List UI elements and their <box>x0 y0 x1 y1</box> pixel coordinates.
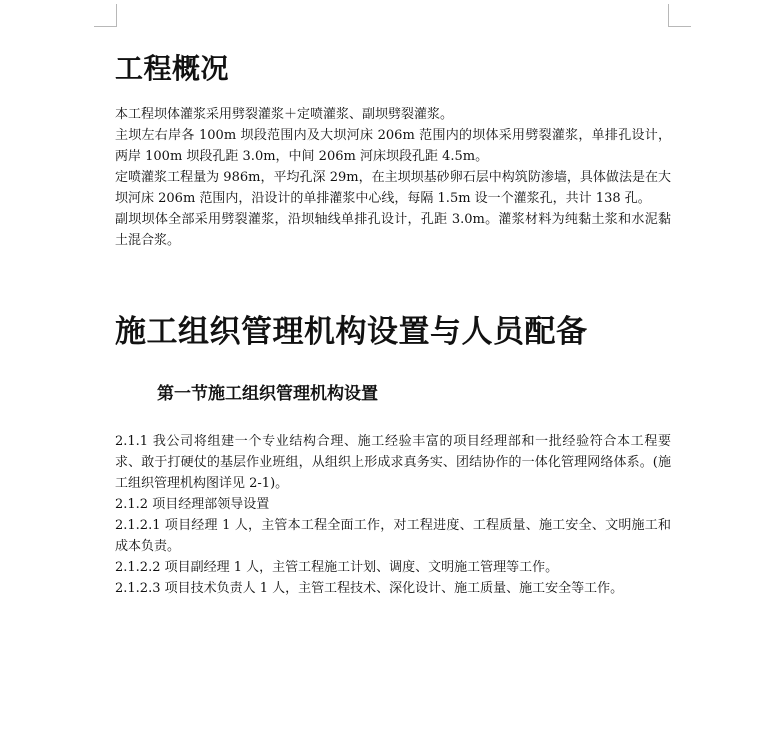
body-paragraph: 主坝左右岸各 100m 坝段范围内及大坝河床 206m 范围内的坝体采用劈裂灌浆，单排孔设计，两岸 100m 坝段孔距 3.0m，中间 206m 河床坝段孔距 4.5m。 <box>115 128 671 164</box>
page-corner-mark-top-right <box>668 4 691 27</box>
project-overview-body <box>115 104 671 251</box>
body-paragraph: 副坝坝体全部采用劈裂灌浆，沿坝轴线单排孔设计，孔距 3.0m。灌浆材料为纯黏土浆和水泥黏土混合浆。 <box>115 212 671 248</box>
body-paragraph: 2.1.2.1 项目经理 1 人，主管本工程全面工作，对工程进度、工程质量、施工安全、文明施工和成本负责。 <box>115 518 671 554</box>
body-paragraph: 2.1.2 项目经理部领导设置 <box>115 497 270 512</box>
subsection-heading: 第一节施工组织管理机构设置 <box>157 384 378 404</box>
body-paragraph: 2.1.2.3 项目技术负责人 1 人，主管工程技术、深化设计、施工质量、施工安全等工作。 <box>115 581 624 596</box>
body-paragraph: 本工程坝体灌浆采用劈裂灌浆＋定喷灌浆、副坝劈裂灌浆。 <box>115 107 454 122</box>
body-paragraph: 2.1.2.2 项目副经理 1 人，主管工程施工计划、调度、文明施工管理等工作。 <box>115 560 559 575</box>
organization-body <box>115 431 671 599</box>
page-corner-mark-top-left <box>94 4 117 27</box>
section-heading-organization: 施工组织管理机构设置与人员配备 <box>115 314 588 350</box>
section-heading-project-overview: 工程概况 <box>115 52 230 85</box>
body-paragraph: 定喷灌浆工程量为 986m，平均孔深 29m，在主坝坝基砂卵石层中构筑防渗墙，具体做法是在大坝河床 206m 范围内，沿设计的单排灌浆中心线，每隔 1.5m 设一个灌浆孔，共计 138 孔。 <box>115 170 671 206</box>
body-paragraph: 2.1.1 我公司将组建一个专业结构合理、施工经验丰富的项目经理部和一批经验符合本工程要求、敢于打硬仗的基层作业班组，从组织上形成求真务实、团结协作的一体化管理网络体系。(施工组织管理机构图详见 2-1)。 <box>115 434 671 491</box>
